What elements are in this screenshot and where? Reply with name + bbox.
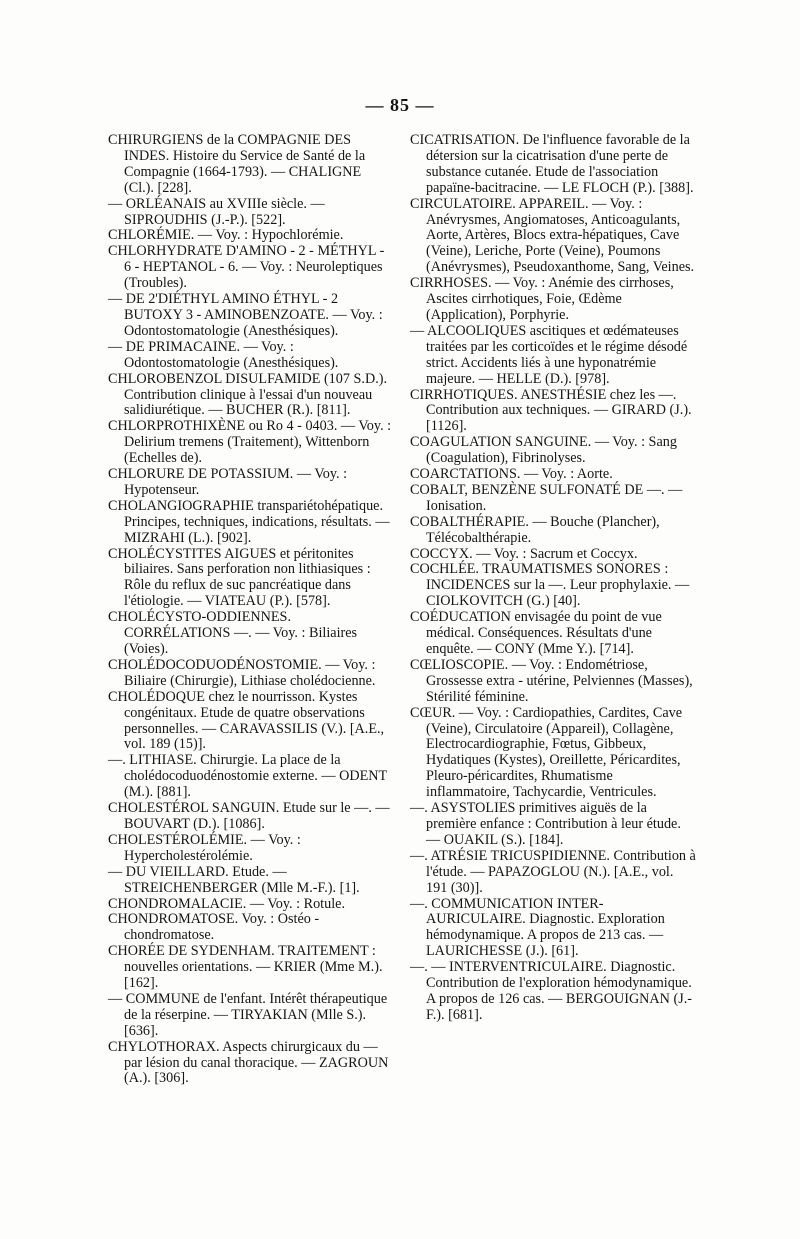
index-entry: CHLORURE DE POTASSIUM. — Voy. : Hypotenseur. xyxy=(108,466,348,498)
index-entry: CIRRHOSES. — Voy. : Anémie des cirrhoses, Ascites cirrhotiques, Foie, Œdème (Application), Porphyrie. xyxy=(410,275,674,323)
index-column-right xyxy=(410,133,696,1024)
index-entry: CHLORÉMIE. — Voy. : Hypochlorémie. xyxy=(108,227,344,244)
index-entry: CHLORHYDRATE D'AMINO - 2 - MÉTHYL - 6 - HEPTANOL - 6. — Voy. : Neuroleptiques (Troubles). xyxy=(108,243,385,292)
index-entry: CŒLIOSCOPIE. — Voy. : Endométriose, Grossesse extra - utérine, Pelviennes (Masses), Stérilité féminine. xyxy=(410,656,693,705)
index-entry: CHONDROMALACIE. — Voy. : Rotule. xyxy=(108,895,345,912)
index-entry: — ORLÉANAIS au XVIIIe siècle. — SIPROUDHIS (J.-P.). [522]. xyxy=(108,195,325,228)
index-column-left xyxy=(108,133,394,1087)
index-entry: COCCYX. — Voy. : Sacrum et Coccyx. xyxy=(410,545,638,562)
index-entry: COARCTATIONS. — Voy. : Aorte. xyxy=(410,466,613,483)
index-entry: — ALCOOLIQUES ascitiques et œdémateuses traitées par les corticoïdes et le régime désodé strict. Accidents liés à une hyponatrémie majeure. — HELLE (D.). [978]. xyxy=(410,322,688,387)
index-entry: — DE PRIMACAINE. — Voy. : Odontostomatologie (Anesthésiques). xyxy=(108,338,339,371)
index-entry: COBALTHÉRAPIE. — Bouche (Plancher), Télécobalthérapie. xyxy=(410,513,660,546)
index-entry: —. ASYSTOLIES primitives aiguës de la première enfance : Contribution à leur étude. — OUAKIL (S.). [184]. xyxy=(410,800,681,848)
index-entry: COCHLÉE. TRAUMATISMES SONORES : INCIDENCES sur la —. Leur prophylaxie. — CIOLKOVITCH (G.) [40]. xyxy=(410,561,690,610)
index-entry: — DU VIEILLARD. Etude. — STREICHENBERGER (Mlle M.-F.). [1]. xyxy=(108,863,360,896)
index-entry: COÉDUCATION envisagée du point de vue médical. Conséquences. Résultats d'une enquête. — CONY (Mme Y.). [714]. xyxy=(410,609,662,657)
index-entry: CHOLÉCYSTITES AIGUES et péritonites biliaires. Sans perforation non lithiasiques : Rôle du reflux de suc pancréatique dans l'étiologie. — VIATEAU (P.). [578]. xyxy=(108,545,371,610)
index-entry: CHIRURGIENS de la COMPAGNIE DES INDES. Histoire du Service de Santé de la Compagnie (1664-1793). — CHALIGNE (Cl.). [228]. xyxy=(108,132,366,196)
index-entry: CHOLESTÉROL SANGUIN. Etude sur le —. — BOUVART (D.). [1086]. xyxy=(108,800,390,832)
index-entry: CHORÉE DE SYDENHAM. TRAITEMENT : nouvelles orientations. — KRIER (Mme M.). [162]. xyxy=(108,943,383,992)
page-number: — 85 — xyxy=(365,95,435,115)
index-entry: CHOLANGIOGRAPHIE transpariétohépatique. Principes, techniques, indications, résultats. — MIZRAHI (L.). [902]. xyxy=(108,497,390,546)
index-entry: CIRCULATOIRE. APPAREIL. — Voy. : Anévrysmes, Angiomatoses, Anticoagulants, Aorte, Artères, Blocs extra-hépatiques, Cave (Veine), Leriche, Porte (Veine), Poumons (Anévrysmes), Pseudoxanthome, Sang, Veines. xyxy=(410,195,695,276)
index-entry: CHOLESTÉROLÉMIE. — Voy. : Hypercholestérolémie. xyxy=(108,831,301,864)
index-entry: CHOLÉDOCODUODÉNOSTOMIE. — Voy. : Biliaire (Chirurgie), Lithiase cholédocienne. xyxy=(108,656,376,689)
index-entry: COBALT, BENZÈNE SULFONATÉ DE —. — Ionisation. xyxy=(410,481,683,514)
index-entry: —. COMMUNICATION INTER-AURICULAIRE. Diagnostic. Exploration hémodynamique. A propos de 213 cas. — LAURICHESSE (J.). [61]. xyxy=(410,895,665,960)
index-entry: CHLOROBENZOL DISULFAMIDE (107 S.D.). Contribution clinique à l'essai d'un nouveau salidiurétique. — BUCHER (R.). [811]. xyxy=(108,370,388,419)
index-entry: —. — INTERVENTRICULAIRE. Diagnostic. Contribution de l'exploration hémodynamique. A propos de 126 cas. — BERGOUIGNAN (J.-F.). [681]. xyxy=(410,959,692,1023)
index-entry: CHONDROMATOSE. Voy. : Ostéo - chondromatose. xyxy=(108,911,320,944)
index-entry: —. LITHIASE. Chirurgie. La place de la cholédocoduodénostomie externe. — ODENT (M.). [881]. xyxy=(108,752,387,801)
index-entry: — COMMUNE de l'enfant. Intérêt thérapeutique de la réserpine. — TIRYAKIAN (Mlle S.). [636]. xyxy=(108,990,388,1039)
index-entry: CICATRISATION. De l'influence favorable de la détersion sur la cicatrisation d'une perte de substance cutanée. Etude de l'association papaïne-bacitracine. — LE FLOCH (P.). [388]. xyxy=(410,132,694,196)
index-entry: CHYLOTHORAX. Aspects chirurgicaux du — par lésion du canal thoracique. — ZAGROUN (A.). [306]. xyxy=(108,1038,389,1087)
index-entry: CŒUR. — Voy. : Cardiopathies, Cardites, Cave (Veine), Circulatoire (Appareil), Collagène, Electrocardiographie, Fœtus, Gibbeux, Hydatiques (Kystes), Oreillette, Péricardites, Pleuro-péricardites, Rhumatisme inflammatoire, Tachycardie, Ventricules. xyxy=(410,704,683,801)
index-entry: CIRRHOTIQUES. ANESTHÉSIE chez les —. Contribution aux techniques. — GIRARD (J.). [1126]. xyxy=(410,386,692,435)
index-entry: —. ATRÉSIE TRICUSPIDIENNE. Contribution à l'étude. — PAPAZOGLOU (N.). [A.E., vol. 191 (30)]. xyxy=(410,847,696,896)
index-entry: CHOLÉDOQUE chez le nourrisson. Kystes congénitaux. Etude de quatre observations personnelles. — CARAVASSILIS (V.). [A.E., vol. 189 (15)]. xyxy=(108,688,385,753)
index-entry: — DE 2'DIÉTHYL AMINO ÉTHYL - 2 BUTOXY 3 - AMINOBENZOATE. — Voy. : Odontostomatologie (Anesthésiques). xyxy=(108,291,383,339)
index-entry: CHOLÉCYSTO-ODDIENNES. CORRÉLATIONS —. — Voy. : Biliaires (Voies). xyxy=(108,609,358,657)
index-entry: CHLORPROTHIXÈNE ou Ro 4 - 0403. — Voy. : Delirium tremens (Traitement), Wittenborn (Echelles de). xyxy=(108,418,392,467)
index-entry: COAGULATION SANGUINE. — Voy. : Sang (Coagulation), Fibrinolyses. xyxy=(410,434,677,467)
